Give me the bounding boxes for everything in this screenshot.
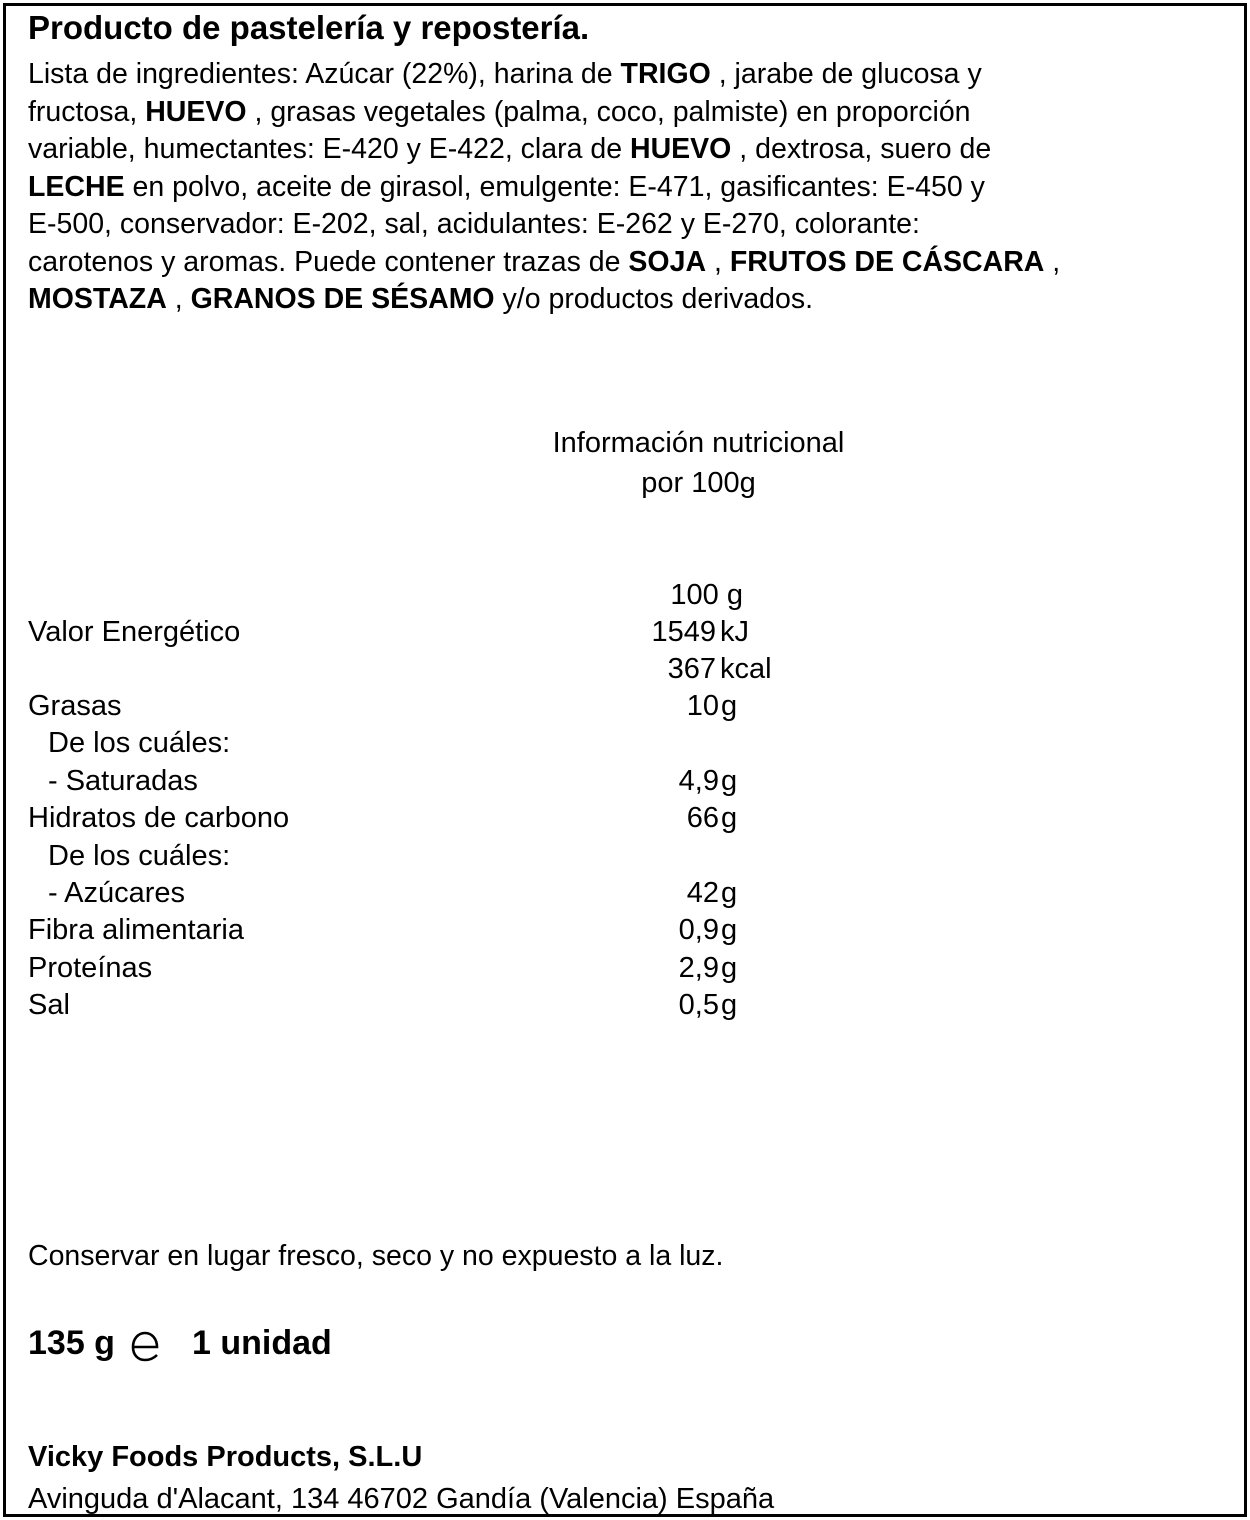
nutrition-row-label: - Saturadas: [48, 765, 198, 797]
nutrition-row-value: 0,9: [678, 914, 719, 946]
energy-kj-value: 1549: [651, 616, 716, 648]
ingredients-line: [28, 94, 1228, 132]
ingredients-list: [28, 56, 1228, 319]
nutrition-row-value: 10: [686, 690, 719, 722]
nutrition-row-value: 4,9: [678, 765, 719, 797]
energy-kcal-unit: kcal: [720, 653, 772, 685]
ingredients-text: , grasas vegetales (palma, coco, palmiste) en proporción: [246, 95, 971, 128]
nutrition-subheading: por 100g: [641, 467, 756, 499]
unit-count: 1 unidad: [192, 1324, 332, 1362]
nutrition-row-unit: g: [721, 989, 738, 1021]
allergen-text: HUEVO: [630, 133, 732, 165]
ingredients-text: variable, humectantes: E-420 y E-422, clara de: [28, 133, 630, 165]
ingredients-line: [28, 206, 1228, 244]
ingredients-text: en polvo, aceite de girasol, emulgente: E-471, gasificantes: E-450 y: [124, 170, 985, 203]
ingredients-text: ,: [166, 283, 191, 315]
nutrition-row-unit: g: [721, 765, 738, 797]
ingredients-text: fructosa,: [28, 95, 146, 128]
nutrition-row-unit: g: [721, 877, 738, 909]
storage-instructions: Conservar en lugar fresco, seco y no expuesto a la luz.: [28, 1240, 724, 1272]
ingredients-text: Lista de ingredientes: Azúcar (22%), harina de: [28, 58, 621, 90]
ingredients-line: [28, 131, 1228, 169]
nutrition-row-unit: g: [721, 802, 738, 834]
allergen-text: GRANOS DE SÉSAMO: [190, 283, 495, 315]
nutrition-row-unit: g: [721, 914, 738, 946]
net-weight: 135 g: [28, 1324, 115, 1362]
product-label: [3, 3, 1247, 1517]
nutrition-heading: Información nutricional: [552, 427, 845, 459]
ingredients-line: [28, 244, 1228, 282]
allergen-text: LECHE: [28, 170, 125, 203]
nutrition-row-value: 42: [686, 877, 719, 909]
nutrition-row-label: Sal: [28, 989, 70, 1021]
e-mark-icon: [129, 1328, 161, 1362]
nutrition-row-unit: g: [721, 952, 738, 984]
nutrition-column-header: 100 g: [670, 579, 743, 611]
nutrition-row-label: Hidratos de carbono: [28, 802, 290, 834]
ingredients-text: ,: [706, 245, 730, 278]
nutrition-row-value: 66: [686, 802, 719, 834]
allergen-text: TRIGO: [620, 58, 711, 90]
nutrition-row-label: Grasas: [28, 690, 122, 722]
company-name: Vicky Foods Products, S.L.U: [28, 1441, 423, 1473]
company-address: Avinguda d'Alacant, 134 46702 Gandía (Valencia) España: [28, 1483, 775, 1515]
ingredients-text: E-500, conservador: E-202, sal, acidulantes: E-262 y E-270, colorante:: [28, 208, 920, 240]
energy-kj-unit: kJ: [720, 616, 749, 648]
product-title: Producto de pastelería y repostería.: [28, 9, 590, 46]
nutrition-row-label: Proteínas: [28, 952, 153, 984]
ingredients-line: [28, 169, 1228, 207]
energy-label: Valor Energético: [28, 616, 241, 648]
nutrition-row-value: 2,9: [678, 952, 719, 984]
allergen-text: HUEVO: [145, 95, 247, 128]
ingredients-line: [28, 56, 1228, 94]
allergen-text: FRUTOS DE CÁSCARA: [729, 245, 1045, 278]
nutrition-row-label: - Azúcares: [48, 877, 185, 909]
ingredients-text: , jarabe de glucosa y: [710, 58, 982, 90]
nutrition-row-unit: g: [721, 690, 738, 722]
nutrition-row-label: Fibra alimentaria: [28, 914, 244, 946]
ingredients-text: , dextrosa, suero de: [731, 133, 992, 165]
ingredients-text: carotenos y aromas. Puede contener trazas de: [28, 245, 629, 278]
nutrition-row-label: De los cuáles:: [48, 727, 231, 759]
ingredients-text: y/o productos derivados.: [494, 283, 814, 315]
nutrition-row-label: De los cuáles:: [48, 840, 231, 872]
allergen-text: SOJA: [628, 245, 707, 278]
ingredients-line: [28, 281, 1228, 319]
allergen-text: MOSTAZA: [28, 283, 167, 315]
ingredients-text: ,: [1044, 245, 1061, 278]
nutrition-row-value: 0,5: [678, 989, 719, 1021]
energy-kcal-value: 367: [667, 653, 716, 685]
